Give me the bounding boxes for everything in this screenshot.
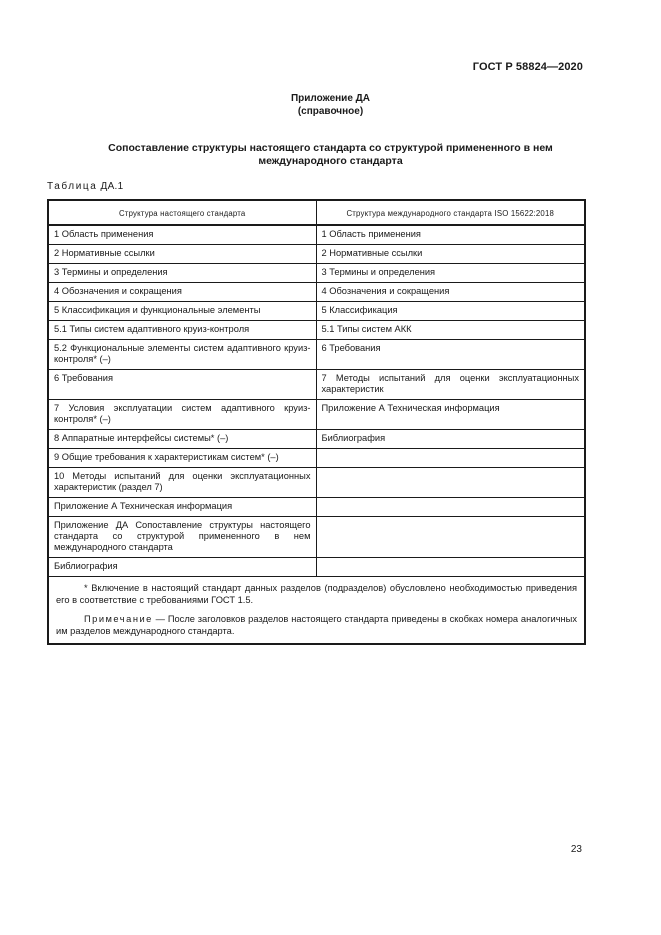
comparison-table [47,199,586,645]
table-cell-left: 2 Нормативные ссылки [48,245,316,264]
section-heading: Сопоставление структуры настоящего стандарта со структурой примененного в нем международного стандарта [108,142,553,167]
table-cell-right: 4 Обозначения и сокращения [316,283,585,302]
table-cell-right: 1 Область применения [316,225,585,245]
table-cell-right [316,468,585,498]
table-row [48,340,585,370]
table-cell-left: 7 Условия эксплуатации систем адаптивного круиз-контроля* (–) [48,400,316,430]
note-text: — После заголовков разделов настоящего стандарта приведены в скобках номера аналогичных им разделов международного стандарта. [56,614,577,636]
table-row [48,225,585,245]
table-row [48,517,585,558]
table-caption [47,181,124,192]
table-cell-right [316,558,585,577]
table-cell-left: 4 Обозначения и сокращения [48,283,316,302]
table-cell-left: 10 Методы испытаний для оценки эксплуатационных характеристик (раздел 7) [48,468,316,498]
table-cell-right: Приложение А Техническая информация [316,400,585,430]
table-row [48,430,585,449]
table-cell-right [316,498,585,517]
table-caption-number: ДА.1 [100,181,124,192]
table-cell-right [316,449,585,468]
table-cell-left: 3 Термины и определения [48,264,316,283]
table-notes [48,577,585,645]
table-cell-left: 5.1 Типы систем адаптивного круиз-контроля [48,321,316,340]
table-row [48,264,585,283]
page-number: 23 [570,844,582,855]
table-caption-label: Таблица [47,181,98,192]
table-row [48,302,585,321]
table-cell-left: 5.2 Функциональные элементы систем адаптивного круиз-контроля* (–) [48,340,316,370]
table-cell-left: Библиография [48,558,316,577]
column-header: Структура настоящего стандарта [48,200,316,225]
table-row [48,498,585,517]
table-row [48,245,585,264]
appendix-header [0,92,661,118]
table-cell-left: 6 Требования [48,370,316,400]
table-row [48,558,585,577]
table-cell-right: 3 Термины и определения [316,264,585,283]
table-note [56,613,577,637]
note-label: Примечание [84,614,153,624]
table-cell-right: Библиография [316,430,585,449]
table-cell-right: 7 Методы испытаний для оценки эксплуатационных характеристик [316,370,585,400]
table-row [48,400,585,430]
table-row [48,370,585,400]
table-row [48,321,585,340]
appendix-title: Приложение ДА [290,93,371,104]
table-cell-right [316,517,585,558]
table-cell-left: Приложение ДА Сопоставление структуры настоящего стандарта со структурой примененного в нем международного стандарта [48,517,316,558]
column-header: Структура международного стандарта ISO 15622:2018 [316,200,585,225]
table-notes-row [48,577,585,645]
table-cell-right: 6 Требования [316,340,585,370]
table-row [48,449,585,468]
table-cell-left: Приложение А Техническая информация [48,498,316,517]
table-cell-right: 5 Классификация [316,302,585,321]
table-row [48,283,585,302]
document-code: ГОСТ Р 58824—2020 [472,61,583,73]
appendix-subtitle: (справочное) [297,106,364,117]
table-cell-right: 5.1 Типы систем АКК [316,321,585,340]
table-cell-right: 2 Нормативные ссылки [316,245,585,264]
table-footnote: * Включение в настоящий стандарт данных разделов (подразделов) обусловлено необходимостью приведения его в соответствие с требованиями ГОСТ 1.5. [56,583,577,605]
table-cell-left: 9 Общие требования к характеристикам систем* (–) [48,449,316,468]
table-cell-left: 5 Классификация и функциональные элементы [48,302,316,321]
table-cell-left: 8 Аппаратные интерфейсы системы* (–) [48,430,316,449]
table-cell-left: 1 Область применения [48,225,316,245]
table-row [48,468,585,498]
table-header-row [48,200,585,225]
